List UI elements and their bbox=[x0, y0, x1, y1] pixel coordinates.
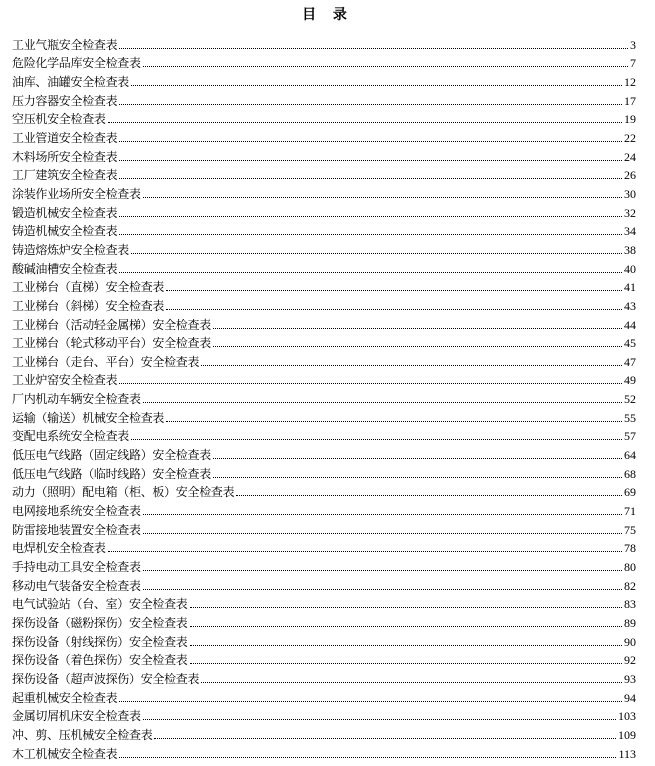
toc-entry-page-number: 75 bbox=[624, 522, 636, 537]
toc-entry[interactable] bbox=[12, 351, 636, 370]
toc-entry-page-number: 19 bbox=[624, 112, 636, 127]
toc-entry[interactable] bbox=[12, 90, 636, 109]
toc-dot-leader bbox=[166, 309, 622, 310]
toc-entry-label: 探伤设备（射线探伤）安全检查表 bbox=[12, 634, 188, 649]
toc-entry-label: 工业梯台（直梯）安全检查表 bbox=[12, 280, 165, 295]
toc-entry[interactable] bbox=[12, 295, 636, 314]
toc-dot-leader bbox=[119, 701, 622, 702]
toc-dot-leader bbox=[119, 141, 622, 142]
toc-dot-leader bbox=[119, 383, 622, 384]
toc-dot-leader bbox=[119, 104, 622, 105]
toc-entry-label: 酸碱油槽安全检查表 bbox=[12, 261, 118, 276]
toc-entry-label: 动力（照明）配电箱（柜、板）安全检查表 bbox=[12, 485, 235, 500]
toc-entry[interactable] bbox=[12, 482, 636, 501]
toc-entry-page-number: 30 bbox=[624, 186, 636, 201]
toc-entry-label: 空压机安全检查表 bbox=[12, 112, 106, 127]
toc-entry-page-number: 26 bbox=[624, 168, 636, 183]
toc-entry-page-number: 3 bbox=[630, 37, 636, 52]
toc-entry-label: 探伤设备（磁粉探伤）安全检查表 bbox=[12, 616, 188, 630]
toc-entry-page-number: 83 bbox=[624, 597, 636, 612]
toc-entry-page-number: 24 bbox=[624, 149, 636, 164]
toc-entry[interactable] bbox=[12, 668, 636, 687]
toc-dot-leader bbox=[119, 178, 622, 179]
toc-entry-label: 铸造机械安全检查表 bbox=[12, 224, 118, 239]
toc-dot-leader bbox=[143, 570, 622, 571]
toc-dot-leader bbox=[236, 495, 622, 496]
toc-entry-label: 涂装作业场所安全检查表 bbox=[12, 186, 141, 201]
toc-entry-page-number: 32 bbox=[624, 205, 636, 220]
toc-dot-leader bbox=[119, 234, 622, 235]
toc-entry-page-number: 90 bbox=[624, 634, 636, 649]
toc-entry[interactable] bbox=[12, 71, 636, 90]
toc-entry-page-number: 55 bbox=[624, 410, 636, 425]
toc-entry-label: 起重机械安全检查表 bbox=[12, 690, 118, 705]
toc-entry-page-number: 52 bbox=[624, 392, 636, 407]
toc-dot-leader bbox=[190, 645, 622, 646]
toc-entry-label: 铸造熔炼炉安全检查表 bbox=[12, 242, 130, 257]
toc-dot-leader bbox=[213, 346, 622, 347]
toc-entry[interactable] bbox=[12, 277, 636, 296]
toc-entry-label: 工业炉窑安全检查表 bbox=[12, 373, 118, 388]
toc-entry[interactable] bbox=[12, 444, 636, 463]
toc-entry[interactable] bbox=[12, 594, 636, 613]
toc-dot-leader bbox=[154, 738, 616, 739]
toc-entry[interactable] bbox=[12, 407, 636, 426]
toc-entry-label: 电气试验站（台、室）安全检查表 bbox=[12, 597, 188, 612]
toc-entry-label: 压力容器安全检查表 bbox=[12, 93, 118, 108]
toc-entry-page-number: 69 bbox=[624, 485, 636, 500]
toc-dot-leader bbox=[143, 402, 622, 403]
toc-entry[interactable] bbox=[12, 34, 636, 53]
toc-entry-page-number: 113 bbox=[618, 746, 636, 761]
toc-dot-leader bbox=[108, 122, 622, 123]
toc-entry-label: 厂内机动车辆安全检查表 bbox=[12, 392, 141, 407]
toc-entry-label: 变配电系统安全检查表 bbox=[12, 429, 130, 444]
toc-entry[interactable] bbox=[12, 146, 636, 165]
toc-entry-label: 低压电气线路（临时线路）安全检查表 bbox=[12, 466, 211, 481]
toc-entry-page-number: 82 bbox=[624, 578, 636, 593]
toc-entry-page-number: 7 bbox=[630, 56, 636, 71]
toc-dot-leader bbox=[190, 626, 622, 627]
toc-dot-leader bbox=[143, 719, 616, 720]
toc-dot-leader bbox=[131, 439, 622, 440]
toc-entry-page-number: 94 bbox=[624, 690, 636, 705]
toc-entry-label: 工业管道安全检查表 bbox=[12, 130, 118, 145]
toc-entry-label: 工业梯台（活动轻金属梯）安全检查表 bbox=[12, 317, 211, 332]
toc-entry-page-number: 17 bbox=[624, 93, 636, 108]
toc-entry[interactable] bbox=[12, 426, 636, 445]
toc-entry[interactable] bbox=[12, 388, 636, 407]
toc-entry-label: 运输（输送）机械安全检查表 bbox=[12, 410, 165, 425]
toc-entry[interactable] bbox=[12, 202, 636, 221]
toc-entry-label: 移动电气装备安全检查表 bbox=[12, 578, 141, 593]
toc-entry-label: 工业气瓶安全检查表 bbox=[12, 37, 118, 52]
toc-entry-label: 防雷接地装置安全检查表 bbox=[12, 522, 141, 537]
toc-entry[interactable] bbox=[12, 53, 636, 72]
toc-entry-page-number: 89 bbox=[624, 616, 636, 630]
toc-dot-leader bbox=[119, 272, 622, 273]
toc-entry-page-number: 64 bbox=[624, 448, 636, 463]
toc-entry-label: 电网接地系统安全检查表 bbox=[12, 504, 141, 519]
toc-entry[interactable] bbox=[12, 109, 636, 128]
toc-entry-page-number: 45 bbox=[624, 336, 636, 351]
toc-entry[interactable] bbox=[12, 258, 636, 277]
toc-entry[interactable] bbox=[12, 538, 636, 557]
toc-dot-leader bbox=[213, 328, 622, 329]
toc-entry-label: 手持电动工具安全检查表 bbox=[12, 560, 141, 575]
toc-entry-label: 金属切屑机床安全检查表 bbox=[12, 709, 141, 724]
toc-entry[interactable] bbox=[12, 575, 636, 594]
toc-entry[interactable] bbox=[12, 650, 636, 669]
toc-entry[interactable] bbox=[12, 612, 636, 631]
toc-entry[interactable] bbox=[12, 239, 636, 258]
toc-dot-leader bbox=[108, 551, 622, 552]
toc-entry-label: 木工机械安全检查表 bbox=[12, 746, 118, 761]
toc-entry[interactable] bbox=[12, 500, 636, 519]
toc-entry-page-number: 71 bbox=[624, 504, 636, 519]
toc-entry-page-number: 92 bbox=[624, 653, 636, 668]
toc-entry-page-number: 93 bbox=[624, 671, 636, 686]
toc-entry-label: 危险化学品库安全检查表 bbox=[12, 56, 141, 71]
toc-dot-leader bbox=[143, 197, 622, 198]
toc-title: 目 录 bbox=[302, 7, 353, 23]
toc-entry-label: 探伤设备（着色探伤）安全检查表 bbox=[12, 653, 188, 668]
toc-entry-label: 探伤设备（超声波探伤）安全检查表 bbox=[12, 671, 200, 686]
toc-dot-leader bbox=[119, 48, 628, 49]
toc-dot-leader bbox=[131, 85, 622, 86]
toc-entry-page-number: 41 bbox=[624, 280, 636, 295]
toc-entry-label: 木料场所安全检查表 bbox=[12, 149, 118, 164]
toc-entry[interactable] bbox=[12, 687, 636, 706]
toc-dot-leader bbox=[143, 66, 628, 67]
toc-entry-page-number: 22 bbox=[624, 130, 636, 145]
toc-entry-page-number: 40 bbox=[624, 261, 636, 276]
toc-entry[interactable] bbox=[12, 165, 636, 184]
toc-entry-label: 油库、油罐安全检查表 bbox=[12, 74, 130, 89]
toc-dot-leader bbox=[119, 216, 622, 217]
toc-entry[interactable] bbox=[12, 724, 636, 743]
toc-entry-page-number: 43 bbox=[624, 298, 636, 313]
toc-dot-leader bbox=[190, 607, 622, 608]
toc-entry[interactable] bbox=[12, 314, 636, 333]
toc-dot-leader bbox=[143, 533, 622, 534]
toc-entry-label: 低压电气线路（固定线路）安全检查表 bbox=[12, 448, 211, 463]
toc-dot-leader bbox=[190, 663, 622, 664]
toc-entry-page-number: 109 bbox=[618, 727, 636, 742]
toc-dot-leader bbox=[119, 160, 622, 161]
toc-dot-leader bbox=[131, 253, 622, 254]
toc-entry-page-number: 12 bbox=[624, 74, 636, 89]
toc-entry[interactable] bbox=[12, 221, 636, 240]
toc-entry-label: 工业梯台（走台、平台）安全检查表 bbox=[12, 354, 200, 369]
toc-entry-page-number: 103 bbox=[618, 709, 636, 724]
toc-entry-label: 锻造机械安全检查表 bbox=[12, 205, 118, 220]
toc-dot-leader bbox=[201, 365, 622, 366]
toc-entry[interactable] bbox=[12, 631, 636, 650]
toc-entry-page-number: 68 bbox=[624, 466, 636, 481]
toc-entry-label: 工业梯台（斜梯）安全检查表 bbox=[12, 298, 165, 313]
toc-entry-page-number: 80 bbox=[624, 560, 636, 575]
toc-dot-leader bbox=[166, 421, 622, 422]
cut-off-row bbox=[12, 758, 132, 766]
toc-dot-leader bbox=[143, 589, 622, 590]
toc-entry-label: 冲、剪、压机械安全检查表 bbox=[12, 727, 153, 742]
toc-list bbox=[12, 34, 636, 762]
toc-entry-page-number: 57 bbox=[624, 429, 636, 444]
toc-entry[interactable] bbox=[12, 370, 636, 389]
toc-dot-leader bbox=[143, 514, 622, 515]
toc-entry-page-number: 49 bbox=[624, 373, 636, 388]
toc-dot-leader bbox=[166, 290, 622, 291]
toc-dot-leader bbox=[213, 458, 622, 459]
toc-entry[interactable] bbox=[12, 519, 636, 538]
toc-entry[interactable] bbox=[12, 706, 636, 725]
toc-entry[interactable] bbox=[12, 556, 636, 575]
toc-entry[interactable] bbox=[12, 183, 636, 202]
toc-entry-page-number: 47 bbox=[624, 354, 636, 369]
toc-entry-page-number: 44 bbox=[624, 317, 636, 332]
toc-entry-page-number: 38 bbox=[624, 242, 636, 257]
toc-entry[interactable] bbox=[12, 333, 636, 352]
toc-entry-label: 工厂建筑安全检查表 bbox=[12, 168, 118, 183]
toc-entry-label: 电焊机安全检查表 bbox=[12, 541, 106, 556]
toc-entry[interactable] bbox=[12, 463, 636, 482]
toc-dot-leader bbox=[213, 477, 622, 478]
toc-dot-leader bbox=[119, 757, 616, 758]
toc-entry-page-number: 78 bbox=[624, 541, 636, 556]
toc-entry-label: 工业梯台（轮式移动平台）安全检查表 bbox=[12, 336, 211, 351]
toc-entry[interactable] bbox=[12, 127, 636, 146]
toc-dot-leader bbox=[201, 682, 622, 683]
toc-entry-page-number: 34 bbox=[624, 224, 636, 239]
